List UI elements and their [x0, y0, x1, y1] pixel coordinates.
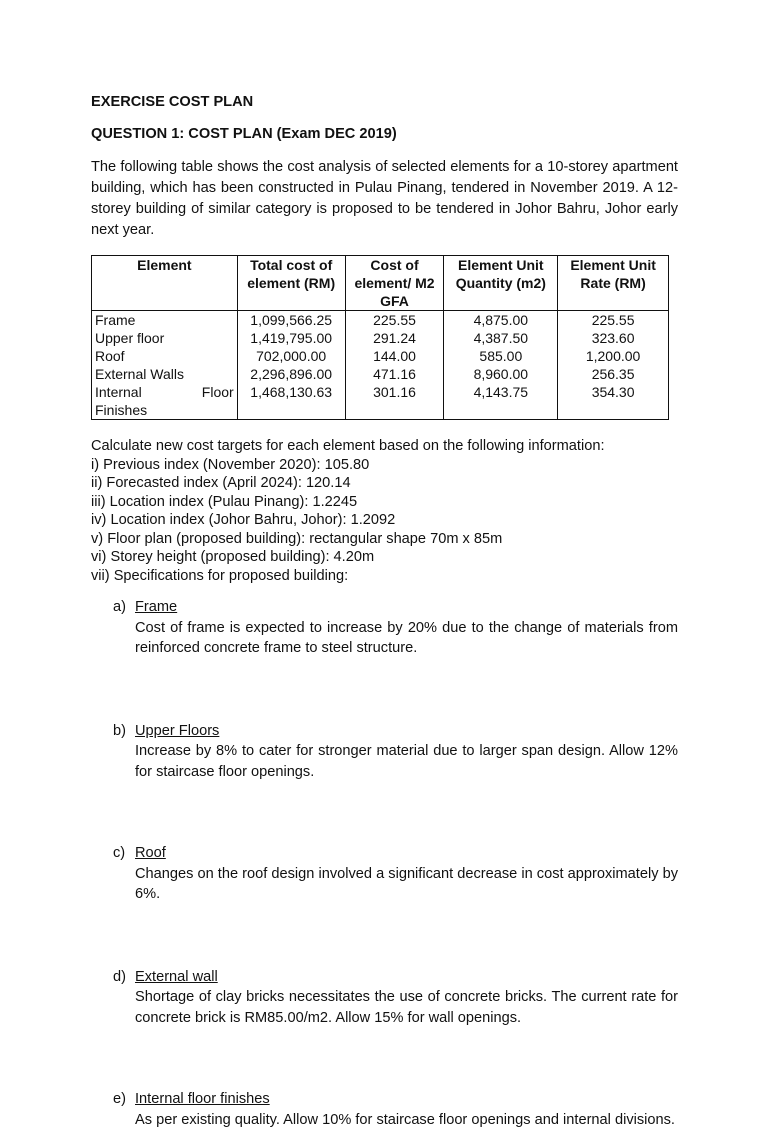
information-lead: Calculate new cost targets for each element based on the following information: — [91, 437, 605, 456]
table-header-row — [92, 256, 669, 311]
cell-quantity: 585.00 — [444, 347, 558, 365]
spec-body: Cost of frame is expected to increase by 20% due to the change of materials from reinforced concrete frame to steel structure. — [135, 618, 678, 659]
table-row — [92, 365, 669, 383]
spec-roof — [113, 843, 678, 905]
cell-rate: 354.30 — [558, 383, 669, 420]
document-title: EXERCISE COST PLAN — [91, 94, 253, 110]
cell-element: Roof — [92, 347, 238, 365]
spec-title: Internal floor finishes — [135, 1089, 678, 1110]
cell-total: 2,296,896.00 — [237, 365, 345, 383]
cell-cost-m2: 291.24 — [345, 329, 444, 347]
header-unit-rate: Element Unit Rate (RM) — [558, 256, 669, 311]
table-row — [92, 383, 669, 420]
question-heading: QUESTION 1: COST PLAN (Exam DEC 2019) — [91, 126, 397, 142]
list-item: v) Floor plan (proposed building): rectangular shape 70m x 85m — [91, 530, 605, 549]
cell-element: Upper floor — [92, 329, 238, 347]
intro-paragraph: The following table shows the cost analysis of selected elements for a 10-storey apartment building, which has been constructed in Pulau Pinang, tendered in November 2019. A 12- storey building of similar category is proposed to be tendered in Johor Bahru, Johor early next year. — [91, 157, 678, 241]
cell-total: 1,468,130.63 — [237, 383, 345, 420]
spec-letter: e) — [113, 1089, 126, 1110]
cell-quantity: 4,875.00 — [444, 311, 558, 330]
cell-quantity: 4,143.75 — [444, 383, 558, 420]
spec-upper-floors — [113, 721, 678, 783]
header-unit-quantity: Element Unit Quantity (m2) — [444, 256, 558, 311]
cell-cost-m2: 471.16 — [345, 365, 444, 383]
spec-title: External wall — [135, 967, 678, 988]
spec-body: Increase by 8% to cater for stronger material due to larger span design. Allow 12% for staircase floor openings. — [135, 741, 678, 782]
spec-title: Frame — [135, 597, 678, 618]
spec-letter: b) — [113, 721, 126, 742]
cell-cost-m2: 144.00 — [345, 347, 444, 365]
header-total-cost: Total cost of element (RM) — [237, 256, 345, 311]
list-item: i) Previous index (November 2020): 105.80 — [91, 456, 605, 475]
list-item: vi) Storey height (proposed building): 4.20m — [91, 548, 605, 567]
cell-quantity: 4,387.50 — [444, 329, 558, 347]
list-item: vii) Specifications for proposed building: — [91, 567, 605, 586]
cell-element: External Walls — [92, 365, 238, 383]
cost-analysis-table — [91, 255, 669, 420]
cell-element-word: Finishes — [95, 401, 234, 419]
spec-title: Upper Floors — [135, 721, 678, 742]
cell-cost-m2: 225.55 — [345, 311, 444, 330]
table-row — [92, 329, 669, 347]
header-element: Element — [92, 256, 238, 311]
table-row — [92, 347, 669, 365]
cell-element — [92, 383, 238, 420]
list-item: ii) Forecasted index (April 2024): 120.14 — [91, 474, 605, 493]
cell-total: 1,099,566.25 — [237, 311, 345, 330]
cell-rate: 1,200.00 — [558, 347, 669, 365]
list-item: iii) Location index (Pulau Pinang): 1.2245 — [91, 493, 605, 512]
spec-letter: d) — [113, 967, 126, 988]
cell-cost-m2: 301.16 — [345, 383, 444, 420]
cell-rate: 323.60 — [558, 329, 669, 347]
list-item: iv) Location index (Johor Bahru, Johor): 1.2092 — [91, 511, 605, 530]
cell-total: 702,000.00 — [237, 347, 345, 365]
header-cost-per-m2: Cost of element/ M2 GFA — [345, 256, 444, 311]
spec-frame — [113, 597, 678, 659]
spec-letter: a) — [113, 597, 126, 618]
spec-body: As per existing quality. Allow 10% for staircase floor openings and internal divisions. — [135, 1110, 678, 1130]
cell-element-word: Floor — [202, 383, 234, 401]
cell-rate: 256.35 — [558, 365, 669, 383]
spec-body: Changes on the roof design involved a significant decrease in cost approximately by 6%. — [135, 864, 678, 905]
cell-rate: 225.55 — [558, 311, 669, 330]
information-list — [91, 437, 605, 585]
cell-quantity: 8,960.00 — [444, 365, 558, 383]
spec-body: Shortage of clay bricks necessitates the use of concrete bricks. The current rate for concrete brick is RM85.00/m2. Allow 15% for wall openings. — [135, 987, 678, 1028]
cell-element: Frame — [92, 311, 238, 330]
spec-external-wall — [113, 967, 678, 1029]
table-row — [92, 311, 669, 330]
spec-internal-floor-finishes — [113, 1089, 678, 1130]
cell-total: 1,419,795.00 — [237, 329, 345, 347]
spec-title: Roof — [135, 843, 678, 864]
cell-element-word: Internal — [95, 383, 142, 401]
spec-letter: c) — [113, 843, 125, 864]
